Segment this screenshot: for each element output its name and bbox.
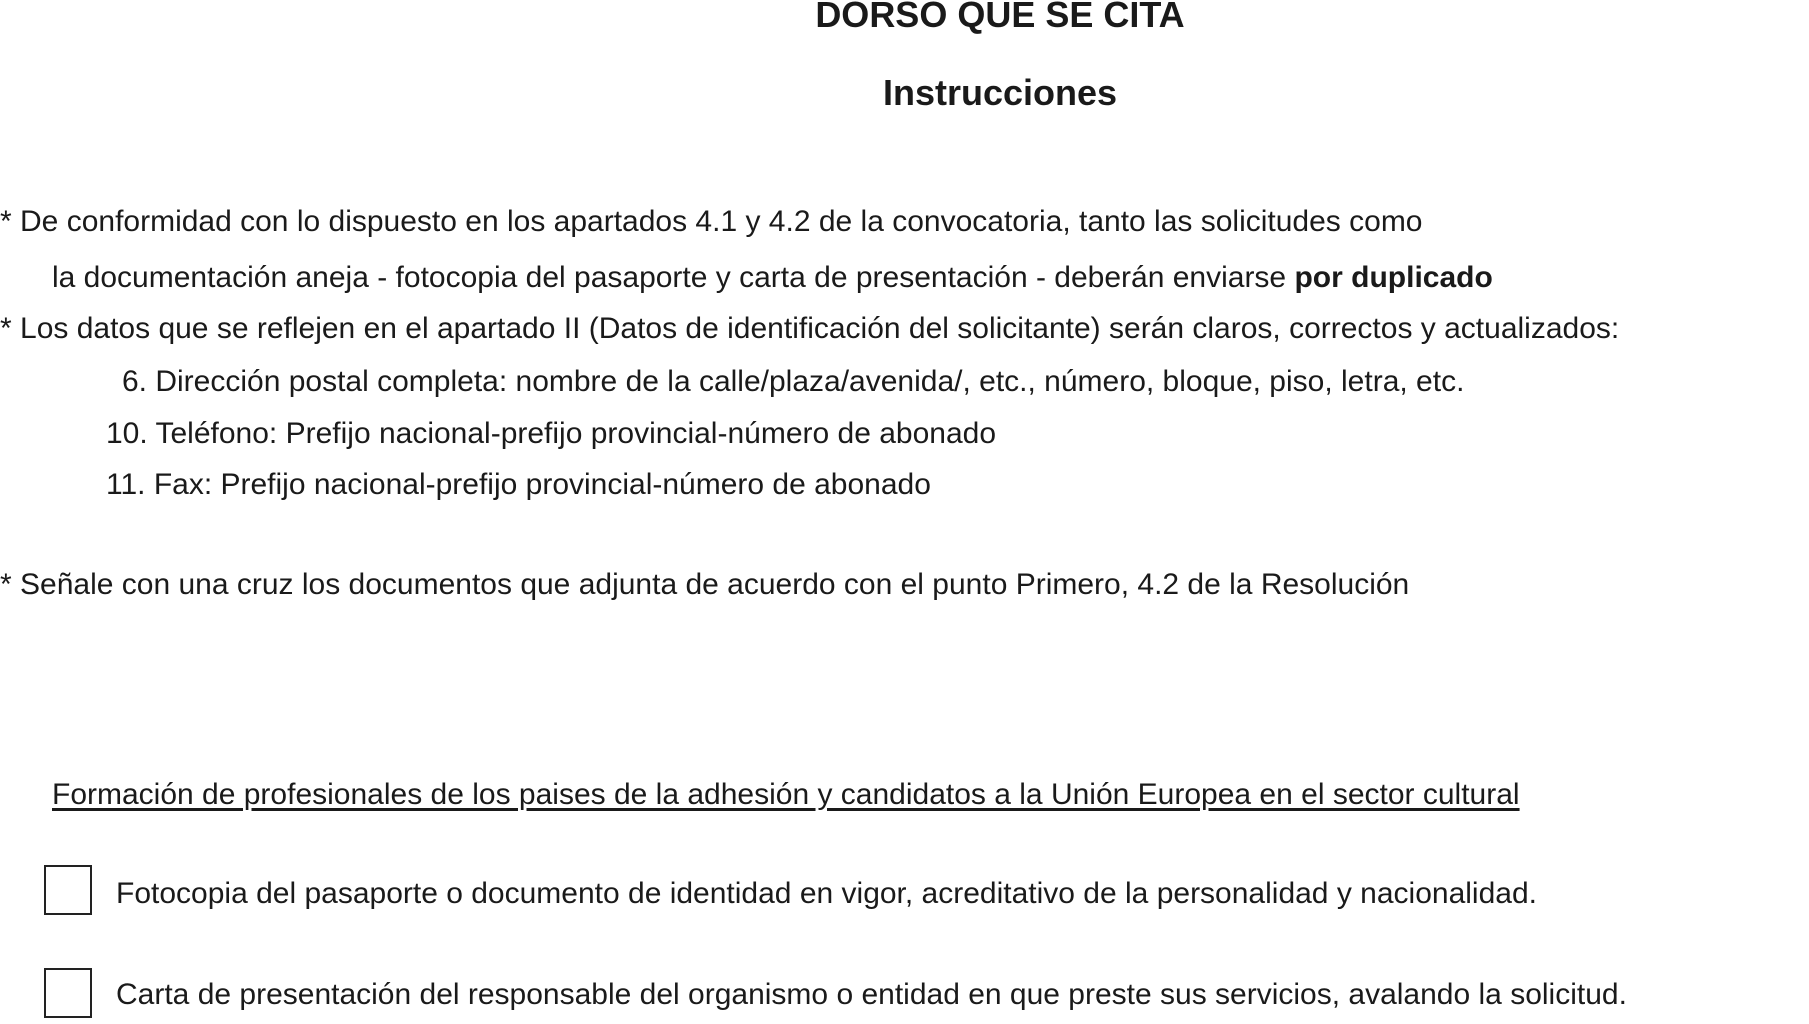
instruction-item-1-line-1: * De conformidad con lo dispuesto en los apartados 4.1 y 4.2 de la convocatoria, tanto las solicitudes como	[0, 205, 1423, 238]
document-item-letter: Carta de presentación del responsable del organismo o entidad en que preste sus servicios, avalando la solicitud.	[116, 978, 1627, 1011]
instruction-item-1-line-2-text: la documentación aneja - fotocopia del pasaporte y carta de presentación - deberán enviarse	[52, 261, 1287, 294]
presentation-letter-checkbox[interactable]	[44, 968, 92, 1018]
instruction-item-2: * Los datos que se reflejen en el apartado II (Datos de identificación del solicitante) serán claros, correctos y actualizados:	[0, 312, 1620, 345]
document-subtitle: Instrucciones	[882, 72, 1118, 113]
instruction-item-3: * Señale con una cruz los documentos que adjunta de acuerdo con el punto Primero, 4.2 de la Resolución	[0, 568, 1410, 601]
document-item-passport: Fotocopia del pasaporte o documento de identidad en vigor, acreditativo de la personalidad y nacionalidad.	[116, 877, 1537, 910]
sub-item-fax: 11. Fax: Prefijo nacional-prefijo provincial-número de abonado	[106, 468, 931, 501]
documents-section-heading: Formación de profesionales de los paises de la adhesión y candidatos a la Unión Europea en el sector cultural	[52, 778, 1520, 811]
instruction-emphasis: por duplicado	[1294, 261, 1493, 294]
sub-item-telephone: 10. Teléfono: Prefijo nacional-prefijo provincial-número de abonado	[106, 417, 997, 450]
instruction-item-1-line-2	[52, 260, 1493, 296]
document-title: DORSO QUE SE CITA	[815, 0, 1185, 35]
sub-item-postal-address: 6. Dirección postal completa: nombre de la calle/plaza/avenida/, etc., número, bloque, piso, letra, etc.	[122, 365, 1465, 398]
passport-copy-checkbox[interactable]	[44, 865, 92, 915]
